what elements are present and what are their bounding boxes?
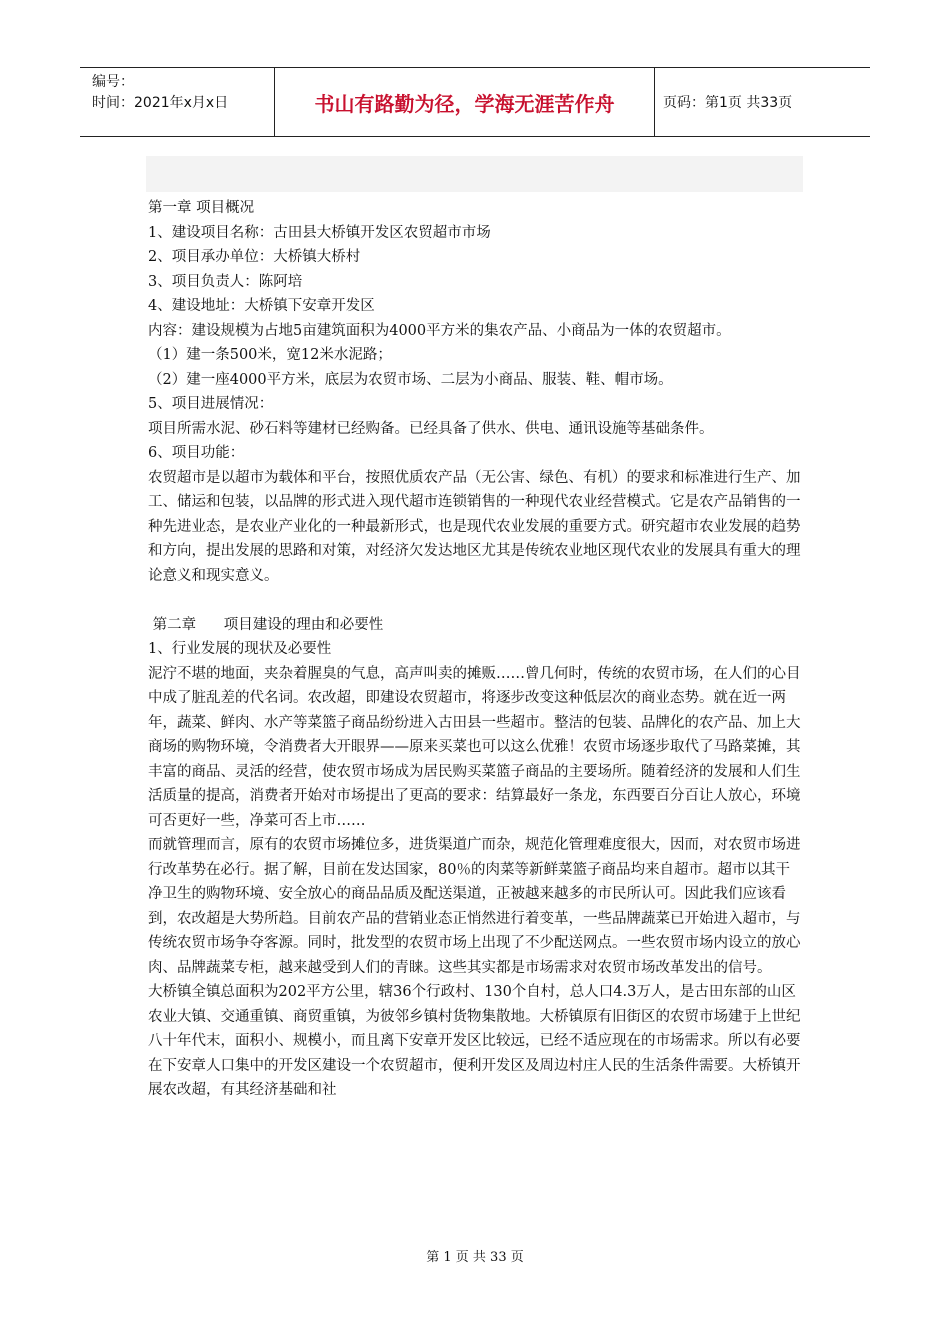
paragraph: 而就管理而言，原有的农贸市场摊位多，进货渠道广而杂，规范化管理难度很大，因而，对农贸市场进行改革势在必行。据了解，目前在发达国家，80％的肉菜等新鲜菜篮子商品均来自超市。超市以其干净卫生的购物环境、安全放心的商品品质及配送渠道，正被越来越多的市民所认可。因此我们应该看到，农改超是大势所趋。目前农产品的营销业态正悄然进行着变革，一些品牌蔬菜已开始进入超市，与传统农贸市场争夺客源。同时，批发型的农贸市场上出现了不少配送网点。一些农贸市场内设立的放心肉、品牌蔬菜专柜，越来越受到人们的青睐。这些其实都是市场需求对农贸市场改革发出的信号。 xyxy=(148,837,801,976)
document-number: 编号： xyxy=(92,74,134,90)
paragraph: 内容：建设规模为占地5亩建筑面积为4000平方米的集农产品、小商品为一体的农贸超市。 xyxy=(148,322,731,339)
gray-banner xyxy=(146,156,803,192)
header-motto: 书山有路勤为径，学海无涯苦作舟 xyxy=(275,68,655,136)
paragraph: 1、建设项目名称：古田县大桥镇开发区农贸超市市场 xyxy=(148,224,491,241)
paragraph: 5、项目进展情况： xyxy=(148,396,274,412)
paragraph: 1、行业发展的现状及必要性 xyxy=(148,641,332,657)
chapter-2-title: 第二章 项目建设的理由和必要性 xyxy=(148,616,384,633)
paragraph: 4、建设地址：大桥镇下安章开发区 xyxy=(148,298,375,314)
page-footer: 第 1 页 共 33 页 xyxy=(426,1250,524,1265)
paragraph: 农贸超市是以超市为载体和平台，按照优质农产品（无公害、绿色、有机）的要求和标准进行生产、加工、储运和包装，以品牌的形式进入现代超市连锁销售的一种现代农业经营模式。它是农产品销售的一种先进业态，是农业产业化的一种最新形式，也是现代农业发展的重要方式。研究超市农业发展的趋势和方向，提出发展的思路和对策，对经济欠发达地区尤其是传统农业地区现代农业的发展具有重大的理论意义和现实意义。 xyxy=(148,469,801,584)
document-body xyxy=(148,196,804,1103)
header-page-count: 页码：第1页 共33页 xyxy=(663,95,793,111)
paragraph: 大桥镇全镇总面积为202平方公里，辖36个行政村、130个自村，总人口4.3万人，是古田东部的山区农业大镇、交通重镇、商贸重镇，为彼邻乡镇村货物集散地。大桥镇原有旧街区的农贸市场建于上世纪八十年代末，面积小、规模小，而且离下安章开发区比较远，已经不适应现在的市场需求。所以有必要在下安章人口集中的开发区建设一个农贸超市，便利开发区及周边村庄人民的生活条件需要。大桥镇开展农改超，有其经济基础和社 xyxy=(148,984,801,1098)
paragraph: 6、项目功能： xyxy=(148,445,245,461)
header-info-cell xyxy=(80,68,275,136)
paragraph: 3、项目负责人：陈阿培 xyxy=(148,273,303,290)
header-table xyxy=(80,67,870,137)
document-date: 时间：2021年x月x日 xyxy=(92,95,229,111)
blank-line xyxy=(148,588,804,613)
paragraph: （2）建一座4000平方米，底层为农贸市场、二层为小商品、服装、鞋、帽市场。 xyxy=(148,371,673,388)
paragraph: 项目所需水泥、砂石料等建材已经购备。已经具备了供水、供电、通讯设施等基础条件。 xyxy=(148,420,714,437)
paragraph: 泥泞不堪的地面，夹杂着腥臭的气息，高声叫卖的摊贩……曾几何时，传统的农贸市场，在人们的心目中成了脏乱差的代名词。农改超，即建设农贸超市，将逐步改变这种低层次的商业态势。就在近一两年，蔬菜、鲜肉、水产等菜篮子商品纷纷进入古田县一些超市。整洁的包装、品牌化的农产品、加上大商场的购物环境，令消费者大开眼界——原来买菜也可以这么优雅！农贸市场逐步取代了马路菜摊，其丰富的商品、灵活的经营，使农贸市场成为居民购买菜篮子商品的主要场所。随着经济的发展和人们生活质量的提高，消费者开始对市场提出了更高的要求：结算最好一条龙，东西要百分百让人放心，环境可否更好一些，净菜可否上市…… xyxy=(148,665,801,829)
chapter-1-title: 第一章 项目概况 xyxy=(148,200,255,216)
paragraph: （1）建一条500米，宽12米水泥路； xyxy=(148,347,392,363)
paragraph: 2、项目承办单位：大桥镇大桥村 xyxy=(148,249,361,265)
